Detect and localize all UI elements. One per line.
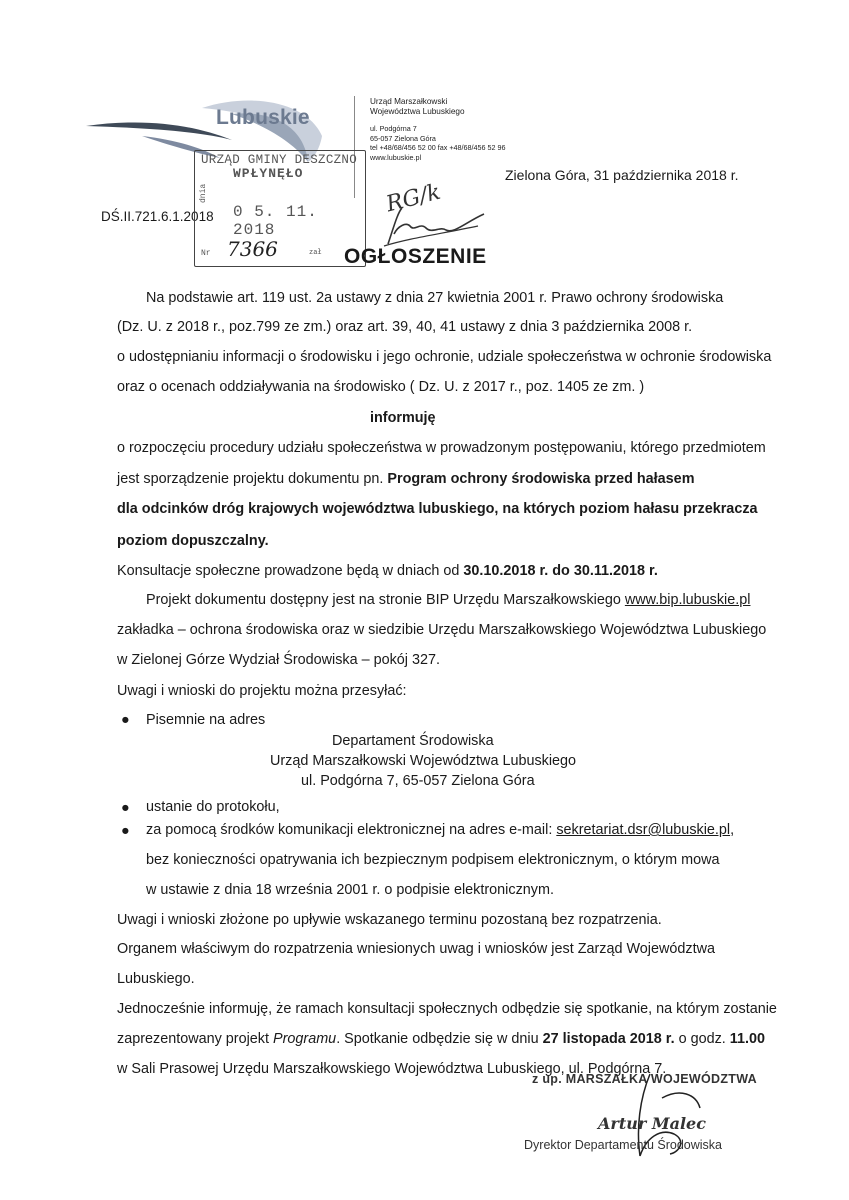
procedure-line2	[117, 465, 695, 493]
stamp-attachment-label: zał	[309, 249, 322, 257]
competent-organ-line1: Organem właściwym do rozpatrzenia wniesionych uwag i wniosków jest Zarząd Województwa	[117, 941, 715, 957]
procedure-line2-text: jest sporządzenie projektu dokumentu pn.	[117, 471, 388, 487]
bullet-electronic-line3: w ustawie z dnia 18 września 2001 r. o podpisie elektronicznym.	[146, 882, 554, 898]
stamp-side-label: dnia	[199, 183, 208, 203]
office-phone: tel +48/68/456 52 00 fax +48/68/456 52 96	[370, 143, 506, 152]
bullet-electronic-line2: bez konieczności opatrywania ich bezpiecznym podpisem elektronicznym, o którym mowa	[146, 852, 720, 868]
office-address	[370, 97, 560, 162]
bullet-electronic-text: za pomocą środków komunikacji elektronicznej na adres e-mail:	[146, 822, 557, 838]
office-name-line1: Urząd Marszałkowski	[370, 97, 448, 106]
document-title: OGŁOSZENIE	[344, 245, 487, 268]
mailing-address-dept: Departament Środowiska	[332, 733, 494, 749]
bullet-electronic-line1	[146, 816, 734, 844]
bip-link[interactable]: www.bip.lubuskie.pl	[624, 592, 751, 608]
legal-basis-line4: oraz o ocenach oddziaływania na środowisko ( Dz. U. z 2017 r., poz. 1405 ze zm. )	[117, 379, 645, 395]
bullet-dot: ●	[121, 823, 130, 839]
consultation-dates	[117, 557, 658, 585]
procedure-line1: o rozpoczęciu procedury udziału społeczeństwa w prowadzonym postępowaniu, którego przedmiotem	[117, 440, 766, 456]
bullet-dot: ●	[121, 712, 130, 728]
bullet-electronic-comma: ,	[730, 822, 735, 838]
stamp-office: URZĄD GMINY DESZCZNO	[201, 153, 358, 167]
office-name-line2: Województwa Lubuskiego	[370, 106, 465, 116]
informuje-heading: informuję	[370, 410, 436, 426]
stamp-received: WPŁYNĘŁO	[233, 166, 304, 181]
meeting-line2	[117, 1025, 765, 1053]
signature-authority: z up. MARSZAŁKA WOJEWÓDZTWA	[532, 1072, 757, 1086]
mailing-address-office: Urząd Marszałkowski Województwa Lubuskiego	[270, 753, 577, 769]
program-name-part1: Program ochrony środowiska przed hałasem	[387, 471, 695, 487]
project-availability-line1	[146, 586, 750, 614]
email-link[interactable]: sekretariat.dsr@lubuskie.pl	[556, 822, 731, 838]
late-remarks-note: Uwagi i wnioski złożone po upływie wskazanego terminu pozostaną bez rozpatrzenia.	[117, 912, 662, 928]
meeting-text-a: zaprezentowany projekt	[117, 1031, 273, 1047]
office-city: 65-057 Zielona Góra	[370, 133, 436, 143]
receipt-stamp	[194, 150, 366, 267]
handwritten-initials: RG/k	[383, 179, 444, 218]
stamp-number: 7366	[227, 237, 278, 261]
handwritten-signature-mark	[380, 204, 490, 250]
meeting-line3: w Sali Prasowej Urzędu Marszałkowskiego Województwa Lubuskiego, ul. Podgórna 7.	[117, 1061, 667, 1077]
signatory-role: Dyrektor Departamentu Środowiska	[524, 1138, 722, 1152]
logo-wordmark: Lubuskie	[216, 106, 310, 129]
competent-organ-line2: Lubuskiego.	[117, 971, 195, 987]
legal-basis-line3: o udostępnianiu informacji o środowisku i jego ochronie, udziale społeczeństwa w ochronie środowiska	[117, 349, 772, 365]
meeting-date: 27 listopada 2018 r.	[542, 1031, 675, 1047]
mailing-address-street: ul. Podgórna 7, 65-057 Zielona Góra	[301, 773, 535, 789]
stamp-number-label: Nr	[201, 249, 211, 258]
stamp-date: 0 5. 11. 2018	[233, 203, 318, 239]
project-availability-text: Projekt dokumentu dostępny jest na stronie BIP Urzędu Marszałkowskiego	[146, 592, 625, 608]
office-street: ul. Podgórna 7	[370, 124, 417, 133]
program-name-part3: poziom dopuszczalny.	[117, 533, 269, 549]
document-date: Zielona Góra, 31 października 2018 r.	[505, 167, 739, 183]
bullet-protocol: ustanie do protokołu,	[146, 799, 280, 815]
meeting-text-e: o godz.	[674, 1031, 730, 1047]
remarks-intro: Uwagi i wnioski do projektu można przesyłać:	[117, 683, 407, 699]
document-reference: DŚ.II.721.6.1.2018	[101, 209, 214, 224]
meeting-time: 11.00	[729, 1031, 766, 1047]
bullet-written: Pisemnie na adres	[146, 712, 266, 728]
consultation-text: Konsultacje społeczne prowadzone będą w dniach od	[117, 563, 464, 579]
project-availability-line3: w Zielonej Górze Wydział Środowiska – pokój 327.	[117, 652, 441, 668]
bullet-dot: ●	[121, 800, 130, 816]
meeting-line1: Jednocześnie informuję, że ramach konsultacji społecznych odbędzie się spotkanie, na którym zostanie	[117, 1001, 777, 1017]
project-availability-line2: zakładka – ochrona środowiska oraz w siedzibie Urzędu Marszałkowskiego Województwa Lubuskiego	[117, 622, 767, 638]
meeting-program-word: Programu	[273, 1031, 337, 1047]
office-web: www.lubuskie.pl	[370, 152, 422, 162]
legal-basis-line2: (Dz. U. z 2018 r., poz.799 ze zm.) oraz art. 39, 40, 41 ustawy z dnia 3 października 2008 r.	[117, 319, 693, 335]
meeting-text-c: . Spotkanie odbędzie się w dniu	[336, 1031, 543, 1047]
consultation-range: 30.10.2018 r. do 30.11.2018 r.	[463, 563, 658, 579]
program-name-part2: dla odcinków dróg krajowych województwa lubuskiego, na których poziom hałasu przekracza	[117, 501, 758, 517]
signatory-name: Artur Malec	[598, 1114, 706, 1133]
legal-basis-line1: Na podstawie art. 119 ust. 2a ustawy z dnia 27 kwietnia 2001 r. Prawo ochrony środowiska	[146, 290, 724, 306]
